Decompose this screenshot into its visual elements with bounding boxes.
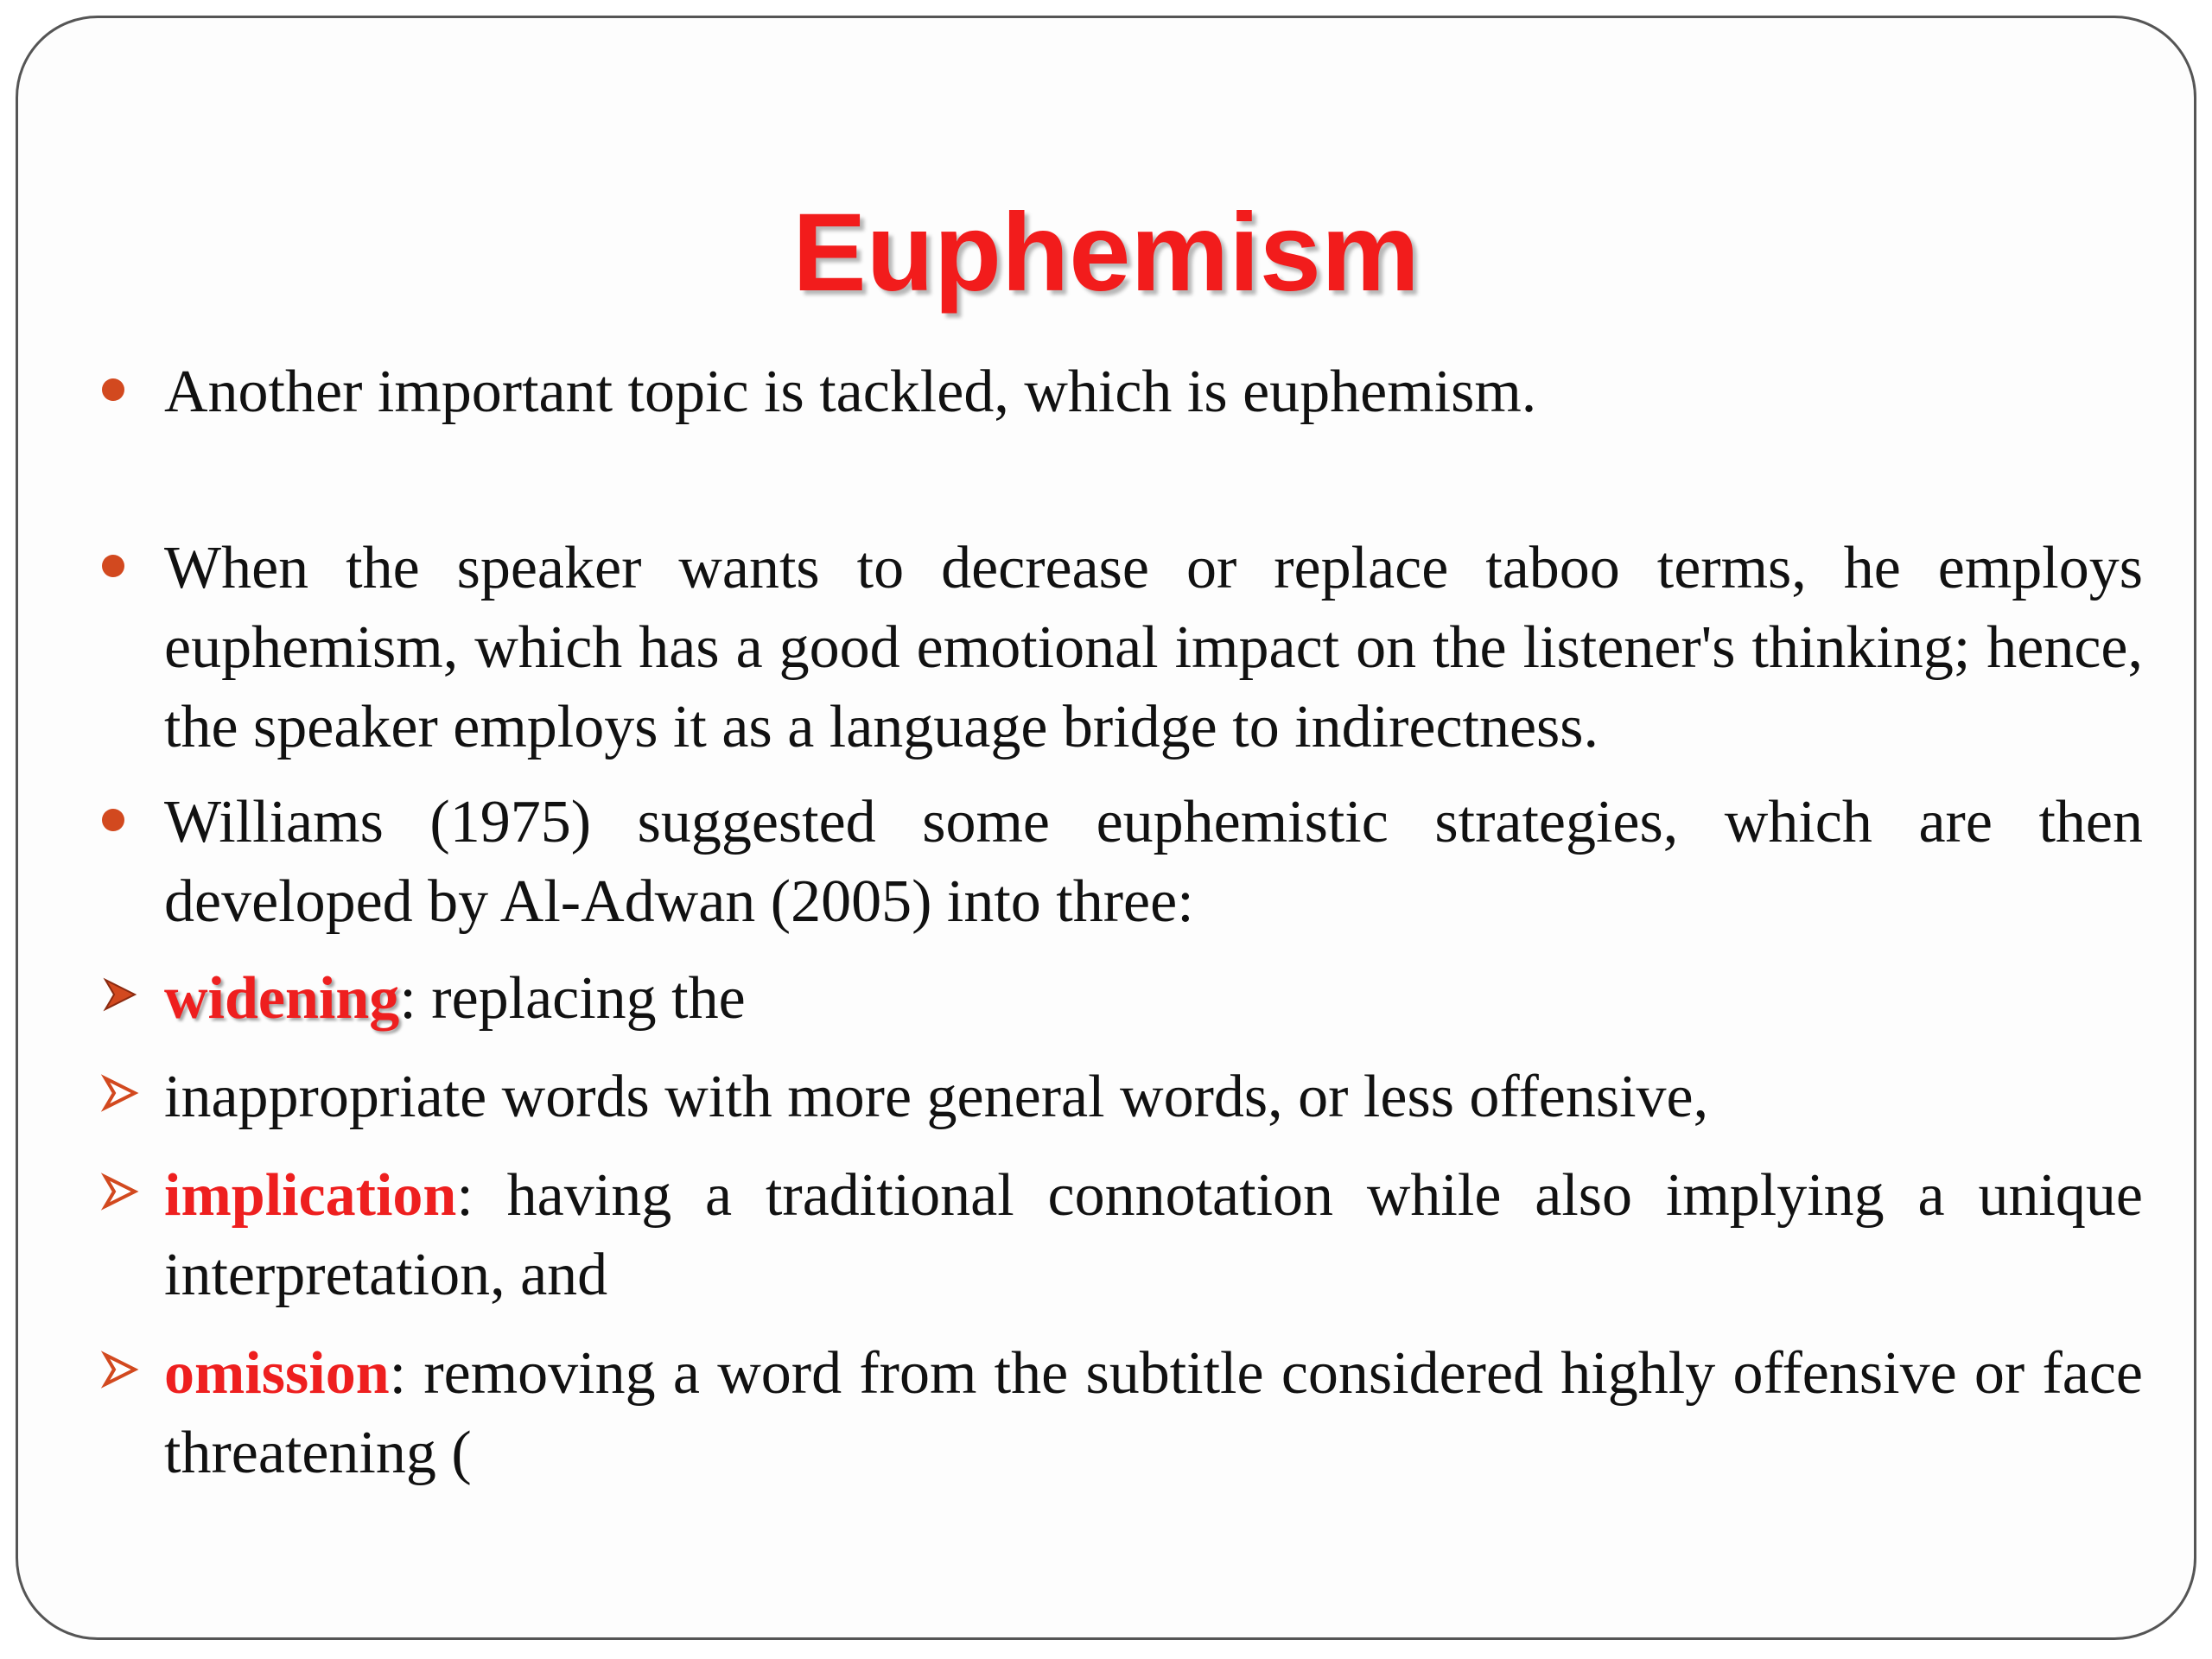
strategy-description: : having a traditional connotation while also implying a unique interpretation, and: [164, 1162, 2143, 1308]
strategy-item-omission: [95, 1334, 2143, 1493]
arrow-bullet-icon: [100, 1172, 140, 1211]
arrow-bullet-icon: [100, 1073, 140, 1113]
slide-title: Euphemism: [792, 191, 1420, 315]
bullet-text: Williams (1975) suggested some euphemistic strategies, which are then developed by Al-Adwan (2005) into three:: [164, 789, 2143, 935]
strategy-term: widening: [164, 965, 400, 1032]
strategy-description: : replacing the: [399, 965, 746, 1032]
bullet-dot-icon: [102, 378, 124, 401]
strategy-item-implication: [95, 1156, 2143, 1315]
bullet-dot-icon: [102, 809, 124, 831]
strategy-description: : removing a word from the subtitle considered highly offensive or face threatening (: [164, 1340, 2143, 1486]
bullet-text: Another important topic is tackled, which is euphemism.: [164, 359, 1537, 425]
arrow-bullet-icon: [100, 1350, 140, 1389]
arrow-bullet-icon: [100, 975, 140, 1014]
slide-content: [95, 353, 2143, 1493]
bullet-item: [95, 353, 2143, 432]
bullet-text: When the speaker wants to decrease or replace taboo terms, he employs euphemism, which has a good emotional impact on the listener's thinking; hence, the speaker employs it as a language bridge to indirectness.: [164, 535, 2143, 760]
strategy-term: implication: [164, 1162, 457, 1229]
bullet-dot-icon: [102, 555, 124, 577]
strategy-item-continuation: [95, 1058, 2143, 1137]
strategy-description: inappropriate words with more general words, or less offensive,: [164, 1064, 1709, 1130]
bullet-item: [95, 783, 2143, 942]
strategy-item-widening: [95, 959, 2143, 1039]
strategy-term: omission: [164, 1340, 390, 1407]
bullet-item: [95, 529, 2143, 767]
